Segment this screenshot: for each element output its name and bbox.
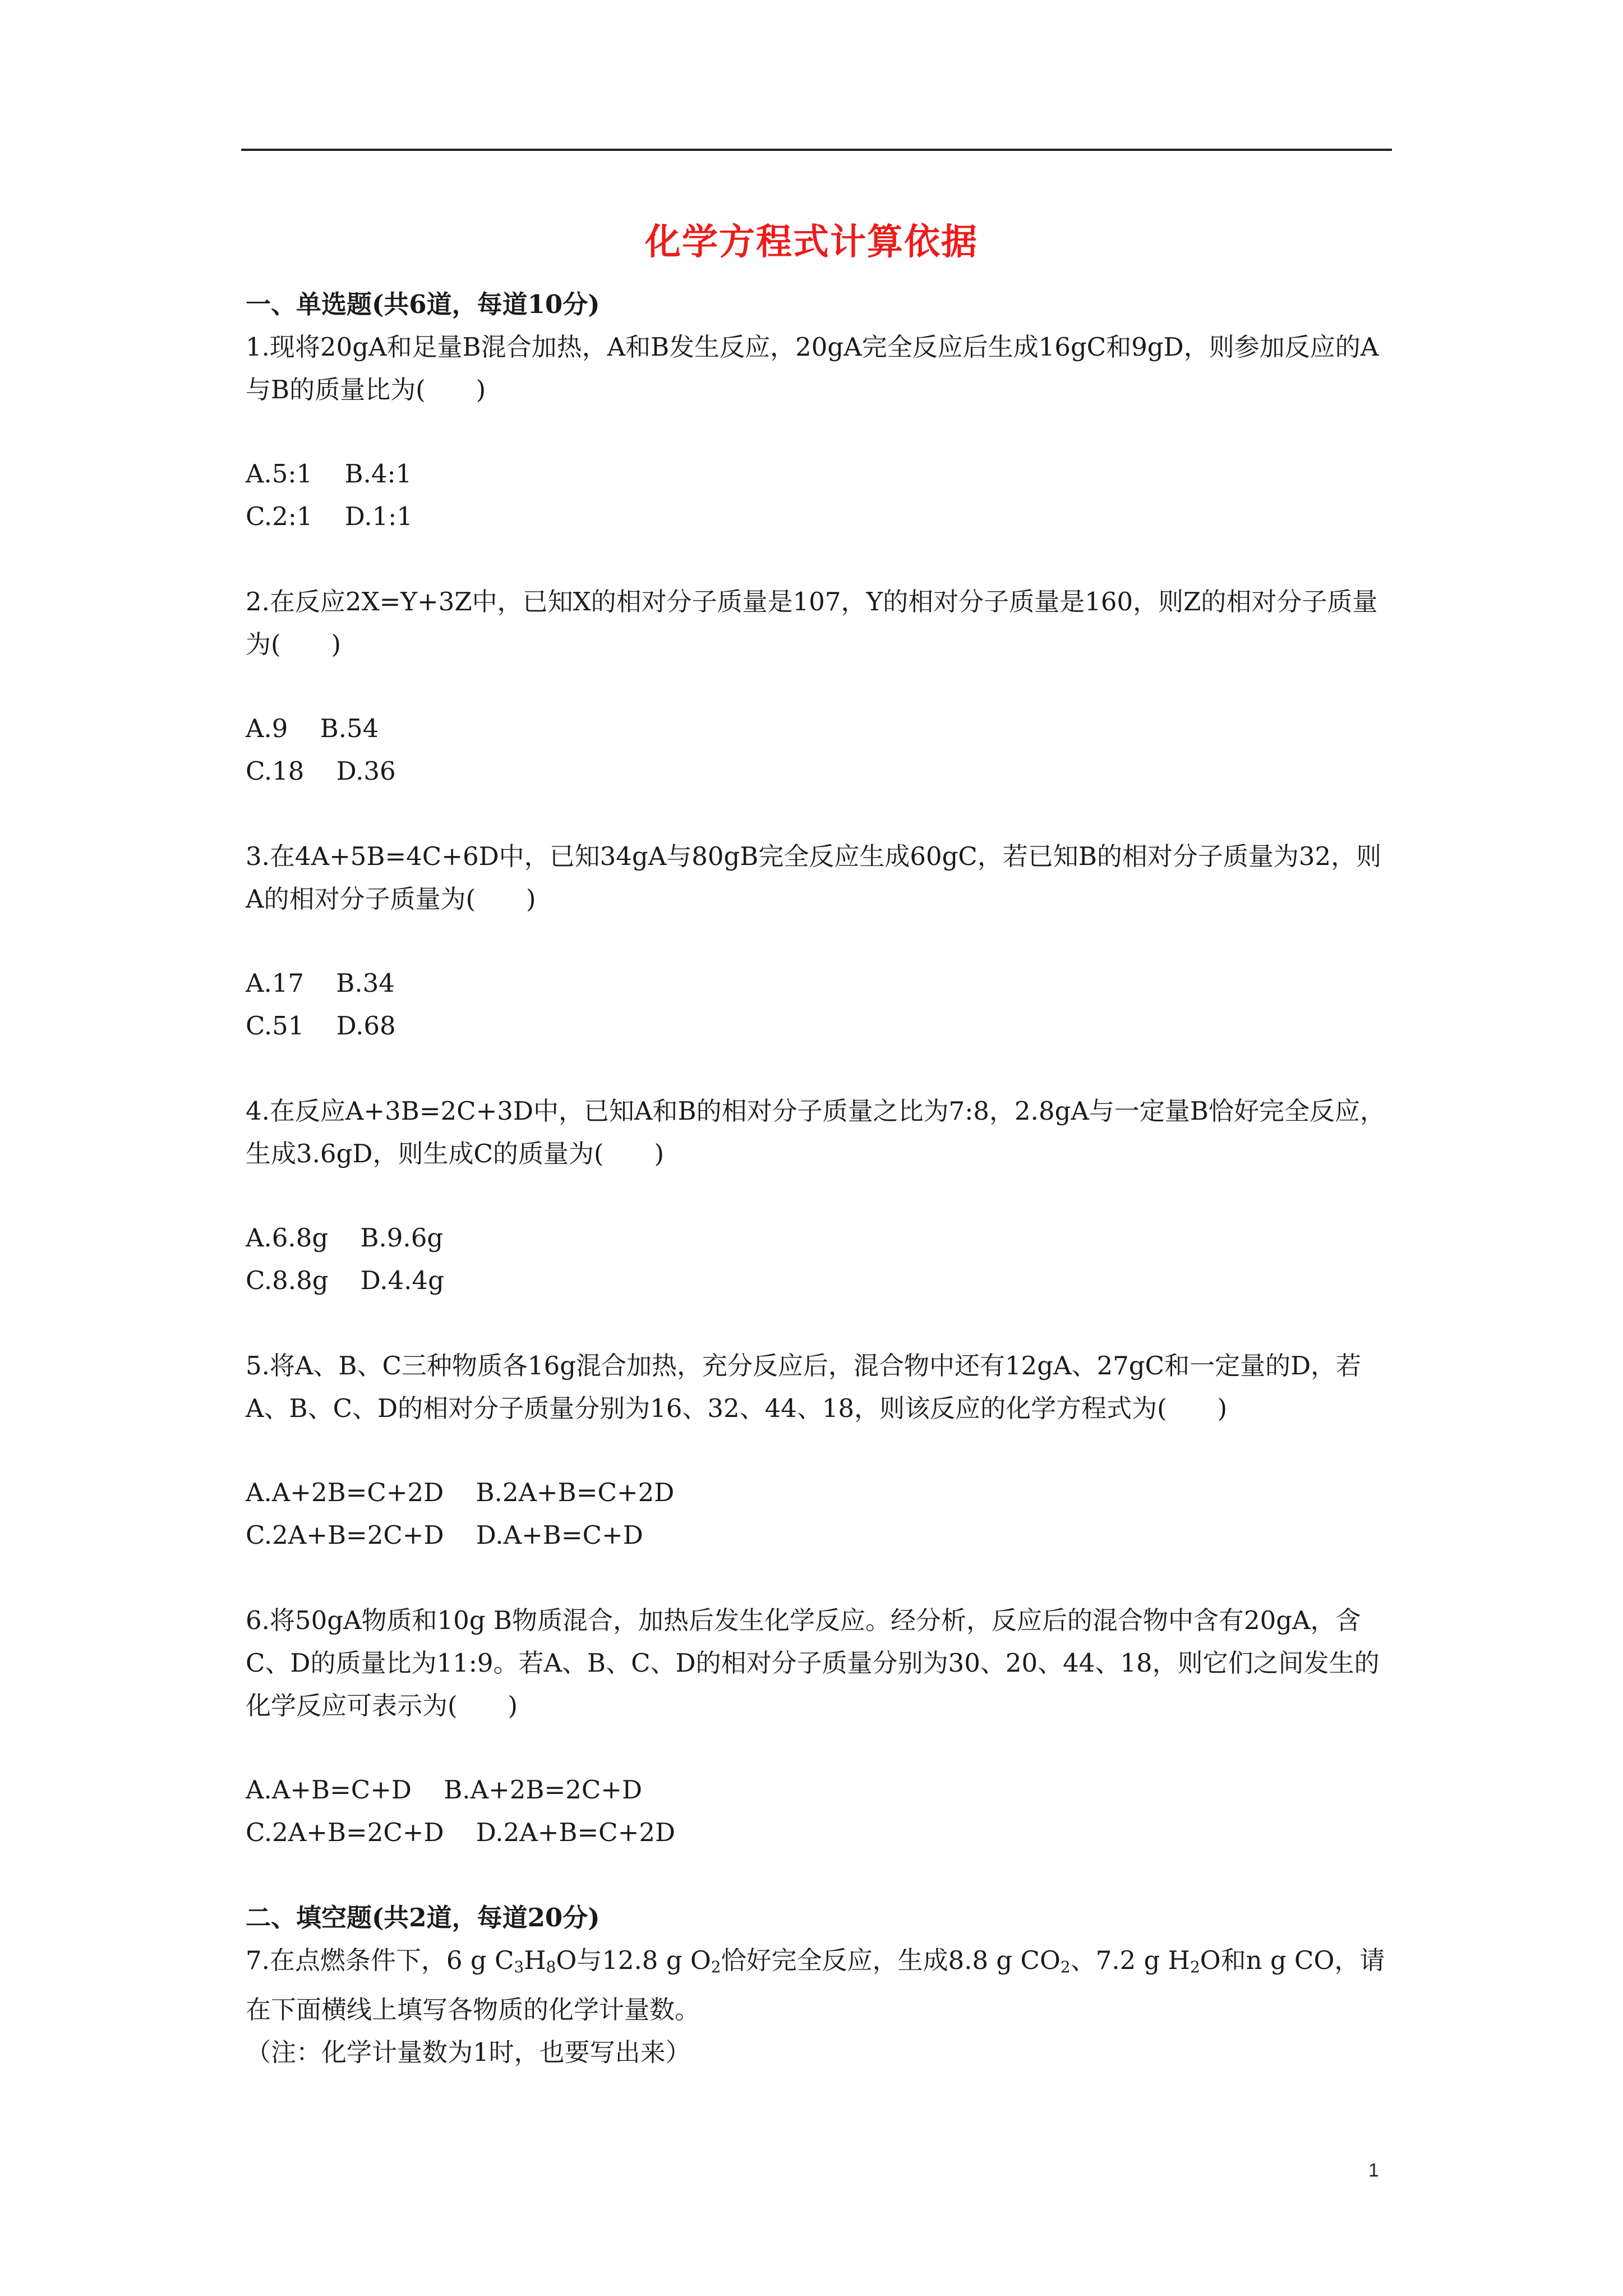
- subscript: 3: [514, 1958, 524, 1976]
- question-options: [246, 1471, 1395, 1557]
- option-row: C.2A+B=2C+D D.A+B=C+D: [246, 1520, 643, 1550]
- question-stem: 1.现将20gA和足量B混合加热，A和B发生反应，20gA完全反应后生成16gC和9gD，则参加反应的A与B的质量比为( ): [246, 332, 1379, 404]
- option-row: A.17 B.34: [246, 968, 395, 998]
- page-title: 化学方程式计算依据: [645, 221, 978, 263]
- document-body: [246, 283, 1395, 2074]
- subscript: 2: [1060, 1958, 1071, 1976]
- question-4: [246, 1090, 1395, 1302]
- question-text: 、7.2 g H: [1070, 1945, 1190, 1975]
- subscript: 2: [711, 1958, 721, 1976]
- question-text: H: [524, 1945, 546, 1975]
- question-options: [246, 453, 1395, 538]
- question-text: O和n g CO，请在下面横线上填写各物质的化学计量数。: [246, 1945, 1385, 2024]
- question-options: [246, 707, 1395, 793]
- option-row: C.8.8g D.4.4g: [246, 1266, 444, 1295]
- header-rule: [241, 149, 1392, 151]
- option-row: A.A+B=C+D B.A+2B=2C+D: [246, 1775, 643, 1805]
- question-options: [246, 962, 1395, 1047]
- question-2: [246, 581, 1395, 793]
- page-number: 1: [1368, 2160, 1379, 2181]
- option-row: C.51 D.68: [246, 1011, 396, 1041]
- option-row: C.2A+B=2C+D D.2A+B=C+2D: [246, 1818, 676, 1847]
- question-text: 恰好完全反应，生成8.8 g CO: [721, 1945, 1061, 1975]
- question-7-stem: [246, 1939, 1395, 2031]
- option-row: C.18 D.36: [246, 756, 396, 786]
- subscript: 2: [1189, 1958, 1200, 1976]
- question-6: [246, 1599, 1395, 1854]
- option-row: C.2:1 D.1:1: [246, 501, 413, 531]
- option-row: A.9 B.54: [246, 714, 379, 743]
- question-stem: 2.在反应2X=Y+3Z中，已知X的相对分子质量是107，Y的相对分子质量是160，则Z的相对分子质量为( ): [246, 587, 1378, 659]
- question-text: 7.在点燃条件下，6 g C: [246, 1945, 514, 1975]
- question-stem: 4.在反应A+3B=2C+3D中，已知A和B的相对分子质量之比为7:8，2.8gA与一定量B恰好完全反应，生成3.6gD，则生成C的质量为( ): [246, 1096, 1385, 1168]
- question-stem: 5.将A、B、C三种物质各16g混合加热，充分反应后，混合物中还有12gA、27gC和一定量的D，若A、B、C、D的相对分子质量分别为16、32、44、18，则该反应的化学方程式为( ): [246, 1351, 1362, 1423]
- question-stem: 6.将50gA物质和10g B物质混合，加热后发生化学反应。经分析，反应后的混合物中含有20gA，含C、D的质量比为11:9。若A、B、C、D的相对分子质量分别为30、20、44、18，则它们之间发生的化学反应可表示为( ): [246, 1605, 1380, 1720]
- question-options: [246, 1769, 1395, 1854]
- question-3: [246, 835, 1395, 1047]
- question-options: [246, 1217, 1395, 1302]
- question-text: O与12.8 g O: [556, 1945, 711, 1975]
- option-row: A.5:1 B.4:1: [246, 459, 412, 489]
- question-5: [246, 1345, 1395, 1557]
- section-title-single-choice: 一、单选题(共6道，每道10分): [246, 289, 600, 319]
- option-row: A.6.8g B.9.6g: [246, 1223, 444, 1253]
- subscript: 8: [546, 1958, 556, 1976]
- question-stem: 3.在4A+5B=4C+6D中，已知34gA与80gB完全反应生成60gC，若已知B的相对分子质量为32，则A的相对分子质量为( ): [246, 841, 1382, 914]
- question-7-note: （注：化学计量数为1时，也要写出来）: [246, 2037, 691, 2067]
- option-row: A.A+2B=C+2D B.2A+B=C+2D: [246, 1478, 675, 1507]
- question-1: [246, 326, 1395, 538]
- section-title-fill-blank: 二、填空题(共2道，每道20分): [246, 1903, 600, 1932]
